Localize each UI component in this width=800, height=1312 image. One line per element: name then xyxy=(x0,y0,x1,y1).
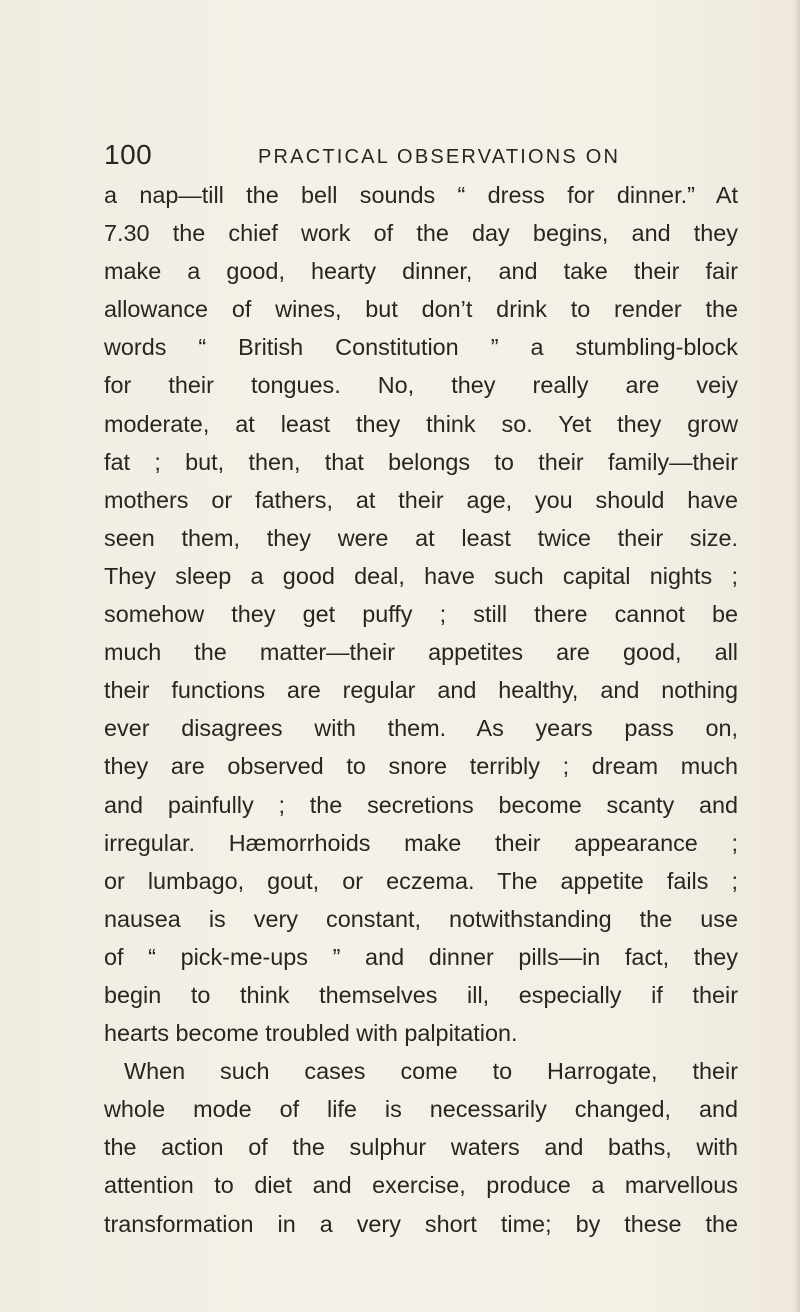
text-line: nausea is very constant, notwithstanding the use xyxy=(104,905,738,932)
text-line: a nap—till the bell sounds “ dress for dinner.” At xyxy=(104,182,738,208)
text-line: transformation in a very short time; by these the xyxy=(104,1210,738,1237)
text-line: or lumbago, gout, or eczema. The appetite fails ; xyxy=(104,867,738,894)
text-line: moderate, at least they think so. Yet they grow xyxy=(104,410,738,437)
text-line: words “ British Constitution ” a stumbling-block xyxy=(104,334,738,361)
text-line: somehow they get puffy ; still there cannot be xyxy=(104,601,738,628)
text-line: their functions are regular and healthy, and nothing xyxy=(104,677,738,704)
text-line: the action of the sulphur waters and baths, with xyxy=(104,1134,738,1161)
text-line: seen them, they were at least twice their size. xyxy=(104,524,738,551)
text-line: begin to think themselves ill, especially if their xyxy=(104,981,738,1008)
text-line: fat ; but, then, that belongs to their family—their xyxy=(104,448,738,475)
text-line: and painfully ; the secretions become scanty and xyxy=(104,791,738,818)
text-line: They sleep a good deal, have such capital nights ; xyxy=(104,562,738,589)
page-number: 100 xyxy=(104,139,153,170)
text-line: of “ pick-me-ups ” and dinner pills—in fact, they xyxy=(104,943,738,970)
text-line: hearts become troubled with palpitation. xyxy=(104,1020,518,1047)
running-head xyxy=(104,138,704,178)
text-line: make a good, hearty dinner, and take their fair xyxy=(104,258,738,285)
text-line: whole mode of life is necessarily changed, and xyxy=(104,1096,738,1123)
text-line: attention to diet and exercise, produce a marvellous xyxy=(104,1172,738,1199)
text-line: irregular. Hæmorrhoids make their appearance ; xyxy=(104,829,738,856)
text-line: for their tongues. No, they really are veiy xyxy=(104,372,738,399)
body-text xyxy=(104,176,738,1243)
text-line: allowance of wines, but don’t drink to render the xyxy=(104,296,738,323)
text-line: mothers or fathers, at their age, you should have xyxy=(104,486,738,513)
text-line: 7.30 the chief work of the day begins, and they xyxy=(104,220,738,247)
text-line: much the matter—their appetites are good, all xyxy=(104,639,738,666)
text-line: When such cases come to Harrogate, their xyxy=(124,1058,738,1085)
page-edge-shadow xyxy=(794,0,800,1312)
running-title: PRACTICAL OBSERVATIONS ON xyxy=(258,146,621,168)
text-line: they are observed to snore terribly ; dream much xyxy=(104,753,738,780)
text-line: ever disagrees with them. As years pass on, xyxy=(104,715,738,742)
